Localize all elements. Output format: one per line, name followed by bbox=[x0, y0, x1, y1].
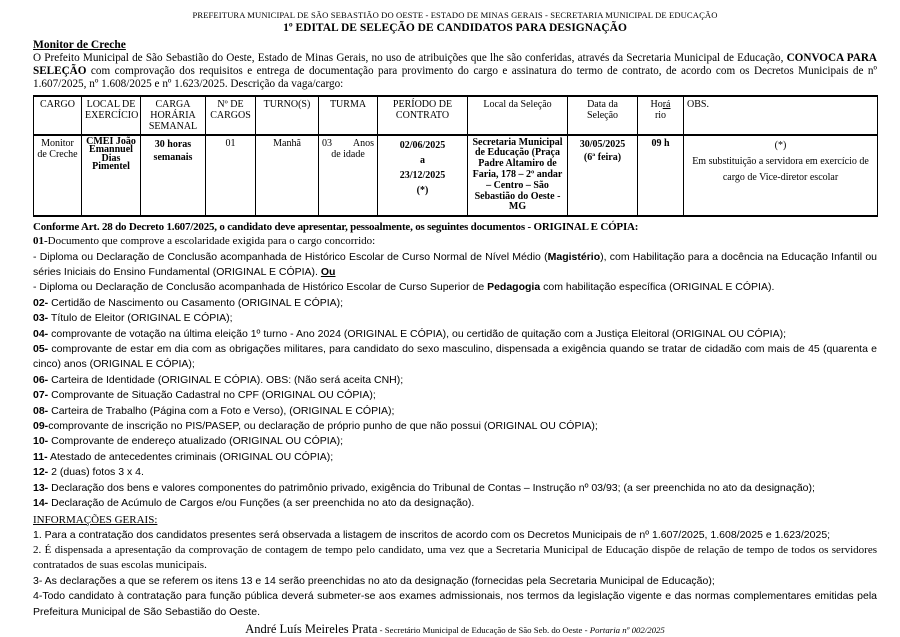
cell-carga-horaria: 30 horas semanais bbox=[141, 135, 206, 217]
intro-convoca-bold: CONVOCA PARA SELEÇÃO bbox=[33, 52, 877, 78]
table-header-cargo: CARGO bbox=[34, 96, 82, 135]
table-header-local-selecao: Local da Seleção bbox=[468, 96, 568, 135]
doc-item-08: 08- Carteira de Trabalho (Página com a Foto e Verso), (ORIGINAL E CÓPIA); bbox=[33, 404, 395, 417]
table-header-row bbox=[34, 96, 878, 135]
table-header-horario: Horá rio bbox=[638, 96, 684, 135]
signer-name: André Luís Meireles Prata bbox=[245, 621, 378, 636]
document-title: 1º EDITAL DE SELEÇÃO DE CANDIDATOS PARA DESIGNAÇÃO bbox=[283, 22, 627, 34]
section-title-monitor-de-creche: Monitor de Creche bbox=[33, 39, 126, 51]
intro-paragraph bbox=[33, 52, 877, 92]
doc-item-09: 09-comprovante de inscrição no PIS/PASEP, ou declaração de próprio punho de que não possui (ORIGINAL OU CÓPIA); bbox=[33, 420, 598, 433]
doc-item-01: 01-Documento que comprove a escolaridade exigida para o cargo concorrido: bbox=[33, 235, 376, 248]
doc-item-01-sub-a: - Diploma ou Declaração de Conclusão acompanhada de Histórico Escolar de Curso Normal de Nível Médio (Magistério), com Habilitação para a docência na Educação Infantil ou séries Iniciais do Ensino Fundamental (ORIGINAL E CÓPIA). Ou bbox=[33, 250, 878, 278]
doc-item-07: 07- Comprovante de Situação Cadastral no CPF (ORIGINAL OU CÓPIA); bbox=[33, 389, 376, 402]
cell-horario: 09 h bbox=[638, 135, 684, 217]
documents-heading: Conforme Art. 28 do Decreto 1.607/2025, o candidato deve apresentar, pessoalmente, os seguintes documentos - ORIGINAL E CÓPIA: bbox=[33, 221, 639, 234]
doc-item-06: 06- Carteira de Identidade (ORIGINAL E CÓPIA). OBS: (Não será aceita CNH); bbox=[33, 373, 404, 386]
doc-item-03: 03- Título de Eleitor (ORIGINAL E CÓPIA); bbox=[33, 312, 233, 325]
doc-item-05: 05- comprovante de estar em dia com as obrigações militares, para candidato do sexo masculino, dispensada a exigência quando se tratar de cidadão com mais de 45 (quarenta e cinco) anos (ORIGINAL E CÓPIA); bbox=[33, 343, 877, 371]
document-header-line: PREFEITURA MUNICIPAL DE SÃO SEBASTIÃO DO OESTE - ESTADO DE MINAS GERAIS - SECRETARIA MUNICIPAL DE EDUCAÇÃO bbox=[192, 10, 718, 20]
intro-text-1: O Prefeito Municipal de São Sebastião do Oeste, Estado de Minas Gerais, no uso de atribuições que lhe são conferidas, através da Secretaria Municipal de Educação, bbox=[33, 52, 787, 64]
cell-num-cargos: 01 bbox=[206, 135, 256, 217]
general-info-item-1: 1. Para a contratação dos candidatos presentes será observada a listagem de inscritos de acordo com os Decretos Municipais de nº 1.607/2025, 1.608/2025 e 1.623/2025; bbox=[33, 528, 831, 541]
doc-item-12: 12- 2 (duas) fotos 3 x 4. bbox=[33, 466, 144, 479]
signer-role: Secretário Municipal de Educação de São Seb. do Oeste - bbox=[384, 624, 590, 635]
doc-item-01-sub-b: - Diploma ou Declaração de Conclusão acompanhada de Histórico Escolar de Curso Superior de Pedagogia com habilitação específica (ORIGINAL E CÓPIA). bbox=[33, 281, 775, 294]
cell-turma: 03 Anos de idade bbox=[319, 135, 378, 217]
table-data-row bbox=[34, 135, 878, 217]
doc-item-10: 10- Comprovante de endereço atualizado (ORIGINAL OU CÓPIA); bbox=[33, 435, 344, 448]
intro-text-2: com comprovação dos requisitos e entrega de documentação para provimento do cargo e assinatura do termo de contrato, de acordo com os Decretos Municipais de nº 1.607/2025, nº 1.608/2025 e nº 1.623/2025. Descrição da vaga/cargo: bbox=[33, 65, 877, 91]
table-header-periodo-contrato: PERÍODO DE CONTRATO bbox=[378, 96, 468, 135]
doc-item-04: 04- comprovante de votação na última eleição 1º turno - Ano 2024 (ORIGINAL E CÓPIA), ou certidão de quitação com a Justiça Eleitoral (ORIGINAL OU CÓPIA); bbox=[33, 327, 786, 340]
cell-obs: (*) Em substituição a servidora em exercício de cargo de Vice-diretor escolar bbox=[684, 135, 878, 217]
table-header-turnos: TURNO(S) bbox=[256, 96, 319, 135]
cell-periodo-contrato: 02/06/2025 a 23/12/2025 (*) bbox=[378, 135, 468, 217]
general-info-item-2: 2. É dispensada a apresentação da comprovação de contagem de tempo pelo candidato, uma vez que a Secretaria Municipal de Educação dispõe de relação de tempo de todos os servidores contratados de suas escolas municipais. bbox=[33, 543, 877, 572]
general-info-item-3: 3- As declarações a que se referem os itens 13 e 14 serão preenchidas no ato da designação (fornecidas pela Secretaria Municipal de Educação); bbox=[33, 574, 715, 587]
table-header-turma: TURMA bbox=[319, 96, 378, 135]
table-header-local-exercicio: LOCAL DE EXERCÍCIO bbox=[82, 96, 141, 135]
table-header-obs: OBS. bbox=[684, 96, 878, 135]
cell-cargo: Monitor de Creche bbox=[34, 135, 82, 217]
cell-local-selecao: Secretaria Municipal de Educação (Praça Padre Altamiro de Faria, 178 – 2º andar – Centro – São Sebastião do Oeste - MG bbox=[468, 135, 568, 217]
signature-line: André Luís Meireles Prata - Secretário Municipal de Educação de São Seb. do Oeste - Portaria nº 002/2025 bbox=[245, 621, 665, 636]
table-header-carga-horaria: CARGA HORÁRIA SEMANAL bbox=[141, 96, 206, 135]
doc-item-14: 14- Declaração de Acúmulo de Cargos e/ou Funções (a ser preenchida no ato da designação). bbox=[33, 497, 475, 510]
doc-item-11: 11- Atestado de antecedentes criminais (ORIGINAL OU CÓPIA); bbox=[33, 450, 334, 463]
doc-item-02: 02- Certidão de Nascimento ou Casamento (ORIGINAL E CÓPIA); bbox=[33, 296, 344, 309]
table-header-data-selecao: Data da Seleção bbox=[568, 96, 638, 135]
general-info-item-4: 4-Todo candidato à contratação para função pública deverá submeter-se aos exames admissionais, nos termos da legislação vigente e das normas complementares emitidas pela Prefeitura Municipal de São Sebastião do Oeste. bbox=[33, 590, 877, 618]
general-info-heading: INFORMAÇÕES GERAIS: bbox=[33, 513, 158, 526]
vacancy-table bbox=[33, 95, 878, 218]
cell-turnos: Manhã bbox=[256, 135, 319, 217]
signer-portaria: Portaria nº 002/2025 bbox=[589, 624, 665, 635]
table-header-num-cargos: Nº DE CARGOS bbox=[206, 96, 256, 135]
cell-local-exercicio: CMEI João Emannuel Dias Pimentel bbox=[82, 135, 141, 217]
cell-data-selecao: 30/05/2025 (6ª feira) bbox=[568, 135, 638, 217]
doc-item-13: 13- Declaração dos bens e valores componentes do patrimônio privado, exigência do Tribunal de Contas – Instrução nº 03/93; (a ser preenchida no ato da designação); bbox=[33, 481, 815, 494]
